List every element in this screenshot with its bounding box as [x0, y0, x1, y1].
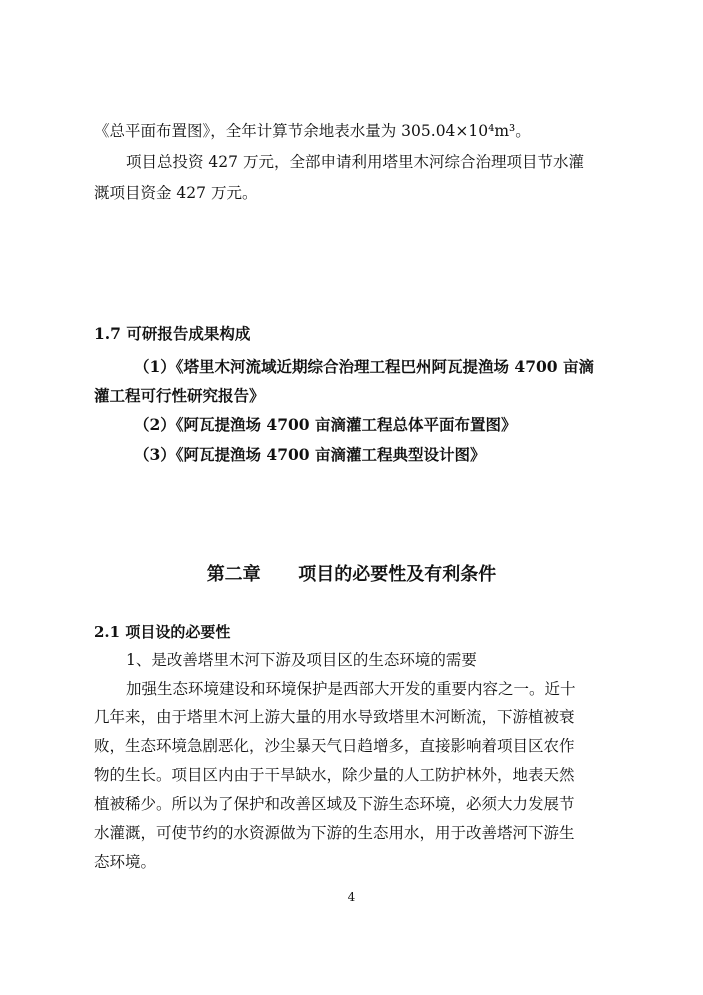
paragraph-line: 植被稀少。所以为了保护和改善区域及下游生态环境，必须大力发展节 [94, 795, 575, 813]
section-heading-2-1: 2.1 项目设的必要性 [94, 623, 231, 641]
list-item: （1）《塔里木河流域近期综合治理工程巴州阿瓦提渔场 4700 亩滴 [134, 357, 594, 376]
list-item-continuation: 灌工程可行性研究报告》 [94, 386, 265, 405]
paragraph-line: 溉项目资金 427 万元。 [94, 184, 258, 202]
paragraph-line: 态环境。 [94, 853, 157, 871]
paragraph-line: 加强生态环境建设和环境保护是西部大开发的重要内容之一。近十 [126, 680, 576, 698]
paragraph-line: 《总平面布置图》，全年计算节余地表水量为 305.04×10⁴m³。 [94, 122, 531, 140]
paragraph-line: 水灌溉，可使节约的水资源做为下游的生态用水，用于改善塔河下游生 [94, 824, 575, 842]
page-number: 4 [347, 890, 356, 904]
paragraph-line: 项目总投资 427 万元，全部申请利用塔里木河综合治理项目节水灌 [126, 153, 584, 171]
paragraph-line: 败，生态环境急剧恶化，沙尘暴天气日趋增多，直接影响着项目区农作 [94, 737, 575, 755]
list-item: （2）《阿瓦提渔场 4700 亩滴灌工程总体平面布置图》 [134, 415, 517, 434]
chapter-title: 第二章 项目的必要性及有利条件 [206, 564, 497, 585]
list-item: （3）《阿瓦提渔场 4700 亩滴灌工程典型设计图》 [134, 445, 486, 464]
section-heading-1-7: 1.7 可研报告成果构成 [94, 324, 251, 343]
paragraph-line: 物的生长。项目区内由于干旱缺水，除少量的人工防护林外，地表天然 [94, 766, 575, 784]
paragraph-line: 几年来，由于塔里木河上游大量的用水导致塔里木河断流，下游植被衰 [94, 708, 575, 726]
subheading: 1、是改善塔里木河下游及项目区的生态环境的需要 [126, 651, 477, 669]
